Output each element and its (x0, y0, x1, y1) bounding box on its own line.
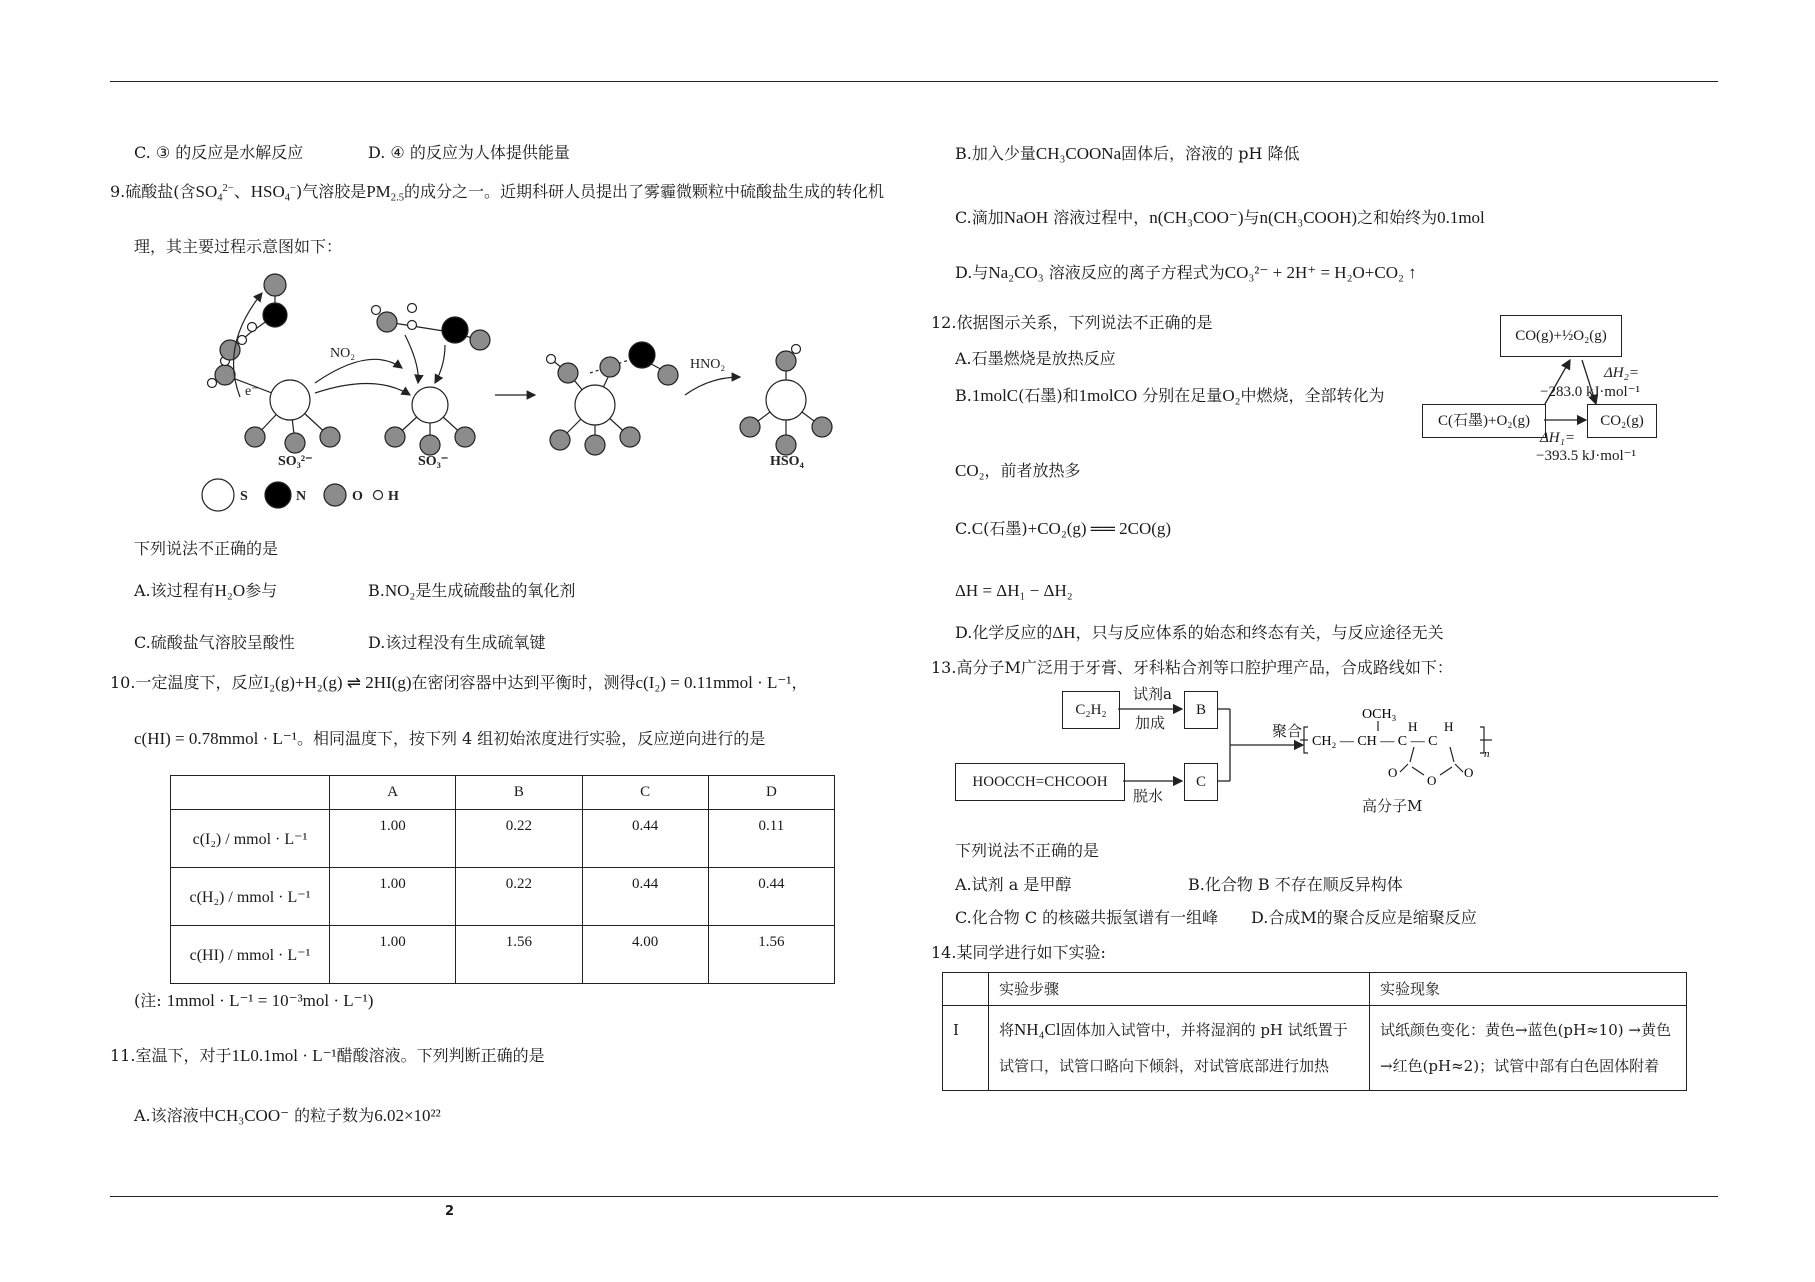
dh1-value: −393.5 kJ·mol⁻¹ (1536, 448, 1637, 464)
sulfate-mechanism-diagram (190, 265, 850, 515)
polymer-m-label: 高分子M (1362, 797, 1423, 815)
q12-option-c-line2: ΔH = ΔH₁ − ΔH₂ (955, 581, 1073, 600)
polymer-m-structure (1300, 705, 1500, 790)
q10-stem-line2: c(HI) = 0.78mmol · L⁻¹。相同温度下，按下列 4 组初始浓度进行实验，反应逆向进行的是 (134, 729, 766, 748)
q9-stem-line2: 理，其主要过程示意图如下： (134, 237, 343, 256)
q12-option-b-line1: B.1molC(石墨)和1molCO 分别在足量O₂中燃烧，全部转化为 (955, 386, 1385, 405)
q13-option-a: A.试剂 a 是甲醇 (955, 875, 1072, 894)
q9-stem-line1: 9.硫酸盐(含$SO_4^{2-}$、$HSO_4^-$)气溶胶是$PM_{2.5}$的成分之一。近期科研人员提出了雾霾微颗粒中硫酸盐生成的转化机 (110, 181, 884, 204)
polymerize-label: 聚合 (1272, 722, 1303, 740)
svg-text:H: H (1408, 719, 1418, 734)
table-row: c(HI) / mmol · L⁻¹ 1.00 1.56 4.00 1.56 (171, 926, 835, 984)
q12-option-d: D.化学反应的ΔH，只与反应体系的始态和终态有关，与反应途径无关 (955, 623, 1444, 642)
addition-label: 加成 (1135, 714, 1166, 732)
q9-option-d: D.该过程没有生成硫氧键 (368, 633, 546, 652)
q10-concentration-table (170, 775, 835, 984)
maleic-acid-box: HOOCCH=CHCOOH (955, 763, 1125, 801)
q9-prompt: 下列说法不正确的是 (134, 539, 279, 558)
q12-option-a: A.石墨燃烧是放热反应 (955, 349, 1116, 368)
q10-note: (注: 1mmol · L⁻¹ = 10⁻³mol · L⁻¹) (134, 991, 374, 1010)
route-arrows (1118, 700, 1308, 800)
co2-box: CO₂(g) (1587, 404, 1657, 438)
q13-stem: 13.高分子M广泛用于牙膏、牙科粘合剂等口腔护理产品，合成路线如下： (931, 658, 1453, 677)
table-header: 实验步骤 (989, 973, 1370, 1006)
q9-option-a: A.该过程有H₂O参与 (134, 581, 278, 600)
legend-o: O (352, 489, 363, 504)
so3-minus-label: SO₃⁻ (418, 454, 449, 469)
q12-option-b-line2: CO₂，前者放热多 (955, 461, 1081, 480)
q13-prompt: 下列说法不正确的是 (955, 841, 1100, 860)
svg-text:O: O (1427, 773, 1437, 788)
q11-stem: 11.室温下，对于1L0.1mol · L⁻¹醋酸溶液。下列判断正确的是 (110, 1046, 545, 1065)
dh1-label: ΔH₁= (1540, 430, 1575, 446)
no2-label: NO₂ (330, 346, 356, 361)
hno2-label: HNO₂ (690, 357, 726, 372)
table-row: I 将NH₄Cl固体加入试管中，并将湿润的 pH 试纸置于试管口，试管口略向下倾斜，对试管底部进行加热 试纸颜色变化：黄色→蓝色(pH≈10) →黄色→红色(pH≈2)；试管中部有白色固体附着 (943, 1006, 1687, 1091)
svg-text:O: O (1388, 765, 1398, 780)
svg-text:OCH₃: OCH₃ (1362, 707, 1397, 722)
graphite-o2-box: C(石墨)+O₂(g) (1422, 404, 1546, 438)
table-header (943, 973, 989, 1006)
compound-b-box: B (1184, 691, 1218, 729)
table-header: D (708, 776, 834, 810)
dehydrate-label: 脱水 (1133, 787, 1164, 805)
q11-option-a: A.该溶液中CH₃COO⁻ 的粒子数为6.02×10²² (134, 1106, 441, 1125)
svg-text:CH₂ — CH — C — C: CH₂ — CH — C — C (1312, 734, 1438, 749)
legend-s: S (240, 489, 248, 504)
reagent-a-label: 试剂a (1133, 685, 1172, 703)
so3-2minus-label: SO₃²⁻ (278, 454, 313, 469)
q14-stem: 14.某同学进行如下实验: (931, 943, 1106, 962)
co-half-o2-box: CO(g)+½O₂(g) (1500, 315, 1622, 357)
q12-stem: 12.依据图示关系，下列说法不正确的是 (931, 313, 1213, 332)
legend-n: N (296, 489, 307, 504)
q10-stem-line1: 10.一定温度下，反应I₂(g)+H₂(g) ⇌ 2HI(g)在密闭容器中达到平衡时，测得c(I₂) = 0.11mmol · L⁻¹， (110, 673, 808, 692)
q13-option-b: B.化合物 B 不存在顺反异构体 (1188, 875, 1403, 894)
q8-option-d: D. ④ 的反应为人体提供能量 (368, 143, 570, 162)
arrow-right (1544, 414, 1589, 426)
svg-text:n: n (1484, 748, 1490, 760)
electron-label: e⁻ (245, 384, 259, 399)
table-header: 实验现象 (1370, 973, 1687, 1006)
table-row: c(I₂) / mmol · L⁻¹ 1.00 0.22 0.44 0.11 (171, 810, 835, 868)
legend-h: H (388, 489, 399, 504)
c2h2-box: C₂H₂ (1062, 691, 1120, 729)
dh2-label: ΔH₂= (1604, 365, 1639, 381)
q9-option-b: B.NO₂是生成硫酸盐的氧化剂 (368, 581, 576, 600)
page-number: 2 (445, 1204, 455, 1219)
table-header (171, 776, 330, 810)
table-header: B (456, 776, 582, 810)
q9-option-c: C.硫酸盐气溶胶呈酸性 (134, 633, 295, 652)
compound-c-box: C (1184, 763, 1218, 801)
q13-option-c: C.化合物 C 的核磁共振氢谱有一组峰 (955, 908, 1219, 927)
svg-text:H: H (1444, 719, 1454, 734)
q13-option-d: D.合成M的聚合反应是缩聚反应 (1251, 908, 1477, 927)
top-rule (110, 81, 1718, 82)
table-row: c(H₂) / mmol · L⁻¹ 1.00 0.22 0.44 0.44 (171, 868, 835, 926)
q8-option-c: C. ③ 的反应是水解反应 (134, 143, 304, 162)
dh2-value: −283.0 kJ·mol⁻¹ (1540, 384, 1641, 400)
table-header: A (330, 776, 456, 810)
table-header: C (582, 776, 708, 810)
q14-experiment-table (942, 972, 1687, 1091)
svg-text:O: O (1464, 765, 1474, 780)
q12-option-c-line1: C.C(石墨)+CO₂(g) ══ 2CO(g) (955, 519, 1172, 538)
q11-option-b: B.加入少量CH₃COONa固体后，溶液的 pH 降低 (955, 144, 1300, 163)
q11-option-d: D.与Na₂CO₃ 溶液反应的离子方程式为CO₃²⁻ + 2H⁺ = H₂O+CO₂ ↑ (955, 263, 1417, 282)
hso4-label: HSO₄ (770, 454, 804, 469)
bottom-rule (110, 1196, 1718, 1197)
q11-option-c: C.滴加NaOH 溶液过程中，n(CH₃COO⁻)与n(CH₃COOH)之和始终为0.1mol (955, 208, 1485, 227)
